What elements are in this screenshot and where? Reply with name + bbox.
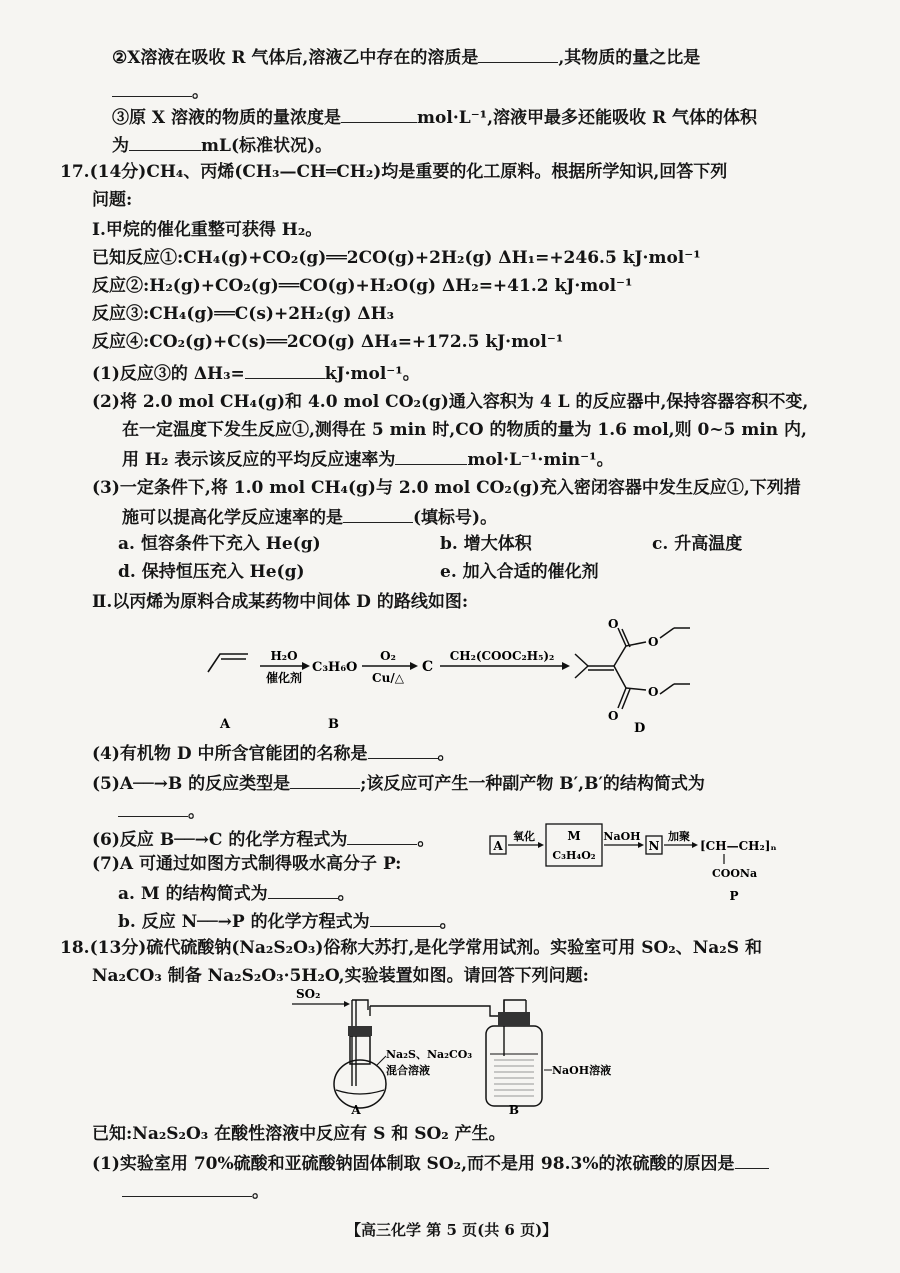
propene-structure: [208, 654, 248, 672]
answer-blank[interactable]: [735, 1150, 769, 1169]
q17-text: (1)反应③的 ΔH₃=: [92, 364, 245, 384]
q17-heading: 17.(14分)CH₄、丙烯(CH₃—CH═CH₂)均是重要的化工原料。根据所学知识,回答下列: [60, 162, 728, 182]
q17-text: 。: [417, 830, 435, 850]
answer-blank[interactable]: [268, 880, 338, 899]
q18-text: 。: [252, 1182, 269, 1202]
answer-blank[interactable]: [245, 360, 325, 379]
q17-heading-cont: 问题:: [92, 190, 133, 210]
sub-question-7a: [118, 880, 355, 906]
flask-liquid-surface: [336, 1090, 384, 1094]
q17-text: a. M 的结构简式为: [118, 884, 268, 904]
reaction-condition-2-bottom: Cu/△: [372, 671, 404, 685]
q17-text: (填标号)。: [413, 508, 498, 528]
q16-text: 。: [192, 82, 209, 102]
q17-text: (5)A──→B 的反应类型是: [92, 774, 291, 794]
part-two-title: Ⅱ.以丙烯为原料合成某药物中间体 D 的路线如图:: [92, 592, 469, 612]
flask-contents-label-2: 混合溶液: [386, 1064, 430, 1077]
box-n-label: N: [648, 839, 660, 853]
scheme2-condition-3: 加聚: [668, 830, 690, 843]
sub-question-6: [92, 826, 434, 852]
q18-text: (1)实验室用 70%硫酸和亚硫酸钠固体制取 SO₂,而不是用 98.3%的浓硫酸的原因是: [92, 1154, 735, 1174]
q18-sub-question-1b: [122, 1178, 269, 1204]
sub-question-2c: [122, 446, 614, 472]
box-m-label: M: [567, 829, 581, 843]
flask-contents-label: Na₂S、Na₂CO₃: [386, 1048, 473, 1061]
reaction-3: 反应③:CH₄(g)══C(s)+2H₂(g) ΔH₃: [92, 304, 395, 324]
bottle-liquid-hatching: [494, 1060, 534, 1096]
answer-blank[interactable]: [343, 504, 413, 523]
compound-d-structure: [575, 628, 690, 709]
label-b: B: [328, 717, 339, 732]
synthesis-scheme: [190, 610, 710, 738]
q16-text: ②X溶液在吸收 R 气体后,溶液乙中存在的溶质是: [112, 48, 479, 68]
answer-blank[interactable]: [370, 908, 440, 927]
answer-blank[interactable]: [395, 446, 467, 465]
q17-text: ;该反应可产生一种副产物 B′,B′的结构简式为: [360, 774, 705, 794]
apparatus-label-a: A: [351, 1103, 361, 1116]
arrowhead-icon: [692, 842, 698, 848]
so2-inlet-label: SO₂: [296, 987, 321, 1001]
q17-text: 。: [437, 744, 455, 764]
q17-text: (6)反应 B──→C 的化学方程式为: [92, 830, 348, 850]
answer-blank[interactable]: [368, 740, 438, 759]
reaction-condition-1-top: H₂O: [270, 649, 298, 663]
label-p: P: [729, 889, 739, 903]
answer-blank[interactable]: [122, 1178, 252, 1197]
q17-text: kJ·mol⁻¹。: [324, 364, 420, 384]
oxygen-atom-label: O: [648, 635, 659, 649]
bottle-stopper: [498, 1012, 530, 1026]
sub-question-4: [92, 740, 455, 766]
q16-text: ,其物质的量之比是: [558, 48, 701, 68]
q17-text: mol·L⁻¹·min⁻¹。: [467, 450, 614, 470]
q17-text: (4)有机物 D 中所含官能团的名称是: [92, 744, 368, 764]
reaction-condition-1-bottom: 催化剂: [265, 671, 303, 685]
bottle-contents-label: NaOH溶液: [552, 1064, 612, 1077]
scheme2-condition-1: 氧化: [513, 830, 535, 843]
oxygen-atom-label: O: [648, 685, 659, 699]
q17-text: 。: [439, 912, 457, 932]
sub-question-7: (7)A 可通过如图方式制得吸水高分子 P:: [92, 854, 402, 874]
arrowhead-icon: [562, 662, 570, 670]
option-b: b. 增大体积: [440, 534, 532, 554]
compound-c-label: C: [422, 659, 434, 675]
reaction-2: 反应②:H₂(g)+CO₂(g)══CO(g)+H₂O(g) ΔH₂=+41.2 kJ·mol⁻¹: [92, 276, 633, 296]
reaction-condition-2-top: O₂: [380, 649, 396, 663]
q18-sub-question-1: [92, 1150, 769, 1176]
part-one-title: Ⅰ.甲烷的催化重整可获得 H₂。: [92, 220, 323, 240]
sub-question-2a: (2)将 2.0 mol CH₄(g)和 4.0 mol CO₂(g)通入容积为 4 L 的反应器中,保持容器容积不变,: [92, 392, 809, 412]
answer-blank[interactable]: [341, 104, 417, 123]
q18-heading: 18.(13分)硫代硫酸钠(Na₂S₂O₃)俗称大苏打,是化学常用试剂。实验室可用 SO₂、Na₂S 和: [60, 938, 762, 958]
sub-question-5: [92, 770, 705, 796]
q16-text: 为: [112, 136, 129, 156]
q16-line-3c: [112, 132, 332, 158]
flask-stopper: [348, 1026, 372, 1036]
answer-blank[interactable]: [118, 798, 188, 817]
sub-question-5c: [118, 798, 205, 824]
option-c: c. 升高温度: [652, 534, 743, 554]
arrowhead-icon: [344, 1001, 350, 1007]
page-footer: 【高三化学 第 5 页(共 6 页)】: [346, 1221, 558, 1239]
q17-text: 。: [188, 802, 205, 822]
round-bottom-flask: [334, 1060, 386, 1108]
box-m-formula: C₃H₄O₂: [552, 849, 596, 862]
polymer-p-chain: [CH—CH₂]ₙ: [700, 839, 777, 853]
label-a: A: [220, 717, 231, 732]
sub-question-1: [92, 360, 420, 386]
apparatus-label-b: B: [508, 1103, 520, 1116]
polymer-scheme: [486, 822, 846, 912]
q17-text: b. 反应 N──→P 的化学方程式为: [118, 912, 370, 932]
answer-blank[interactable]: [290, 770, 360, 789]
label-pointer: [376, 1056, 386, 1066]
answer-blank[interactable]: [347, 826, 417, 845]
apparatus-diagram: [290, 986, 650, 1116]
label-d: D: [634, 721, 646, 736]
reaction-1: 已知反应①:CH₄(g)+CO₂(g)══2CO(g)+2H₂(g) ΔH₁=+246.5 kJ·mol⁻¹: [92, 248, 701, 268]
reaction-condition-3-top: CH₂(COOC₂H₅)₂: [449, 649, 555, 663]
q16-text: mol·L⁻¹,溶液甲最多还能吸收 R 气体的体积: [417, 108, 757, 128]
q17-text: 。: [337, 884, 355, 904]
q16-line-2c: [112, 78, 209, 104]
q16-line-3: [112, 104, 757, 130]
q17-text: 施可以提高化学反应速率的是: [122, 508, 343, 528]
q17-text: 用 H₂ 表示该反应的平均反应速率为: [122, 450, 396, 470]
q16-text: mL(标准状况)。: [201, 136, 333, 156]
arrowhead-icon: [410, 662, 418, 670]
box-a-label: A: [493, 839, 503, 853]
option-d: d. 保持恒压充入 He(g): [118, 562, 305, 582]
answer-blank[interactable]: [112, 78, 192, 97]
arrowhead-icon: [302, 662, 310, 670]
polymer-p-side-group: COONa: [712, 867, 758, 880]
option-a: a. 恒容条件下充入 He(g): [118, 534, 321, 554]
q16-line-2: [112, 44, 700, 70]
arrowhead-icon: [538, 842, 544, 848]
reaction-4: 反应④:CO₂(g)+C(s)══2CO(g) ΔH₄=+172.5 kJ·mol⁻¹: [92, 332, 564, 352]
oxygen-atom-label: O: [608, 709, 619, 723]
known-info: 已知:Na₂S₂O₃ 在酸性溶液中反应有 S 和 SO₂ 产生。: [92, 1124, 506, 1144]
oxygen-atom-label: O: [608, 617, 619, 631]
answer-blank[interactable]: [478, 44, 558, 63]
q16-text: ③原 X 溶液的物质的量浓度是: [112, 108, 342, 128]
compound-b-formula: C₃H₆O: [312, 660, 358, 675]
sub-question-3a: (3)一定条件下,将 1.0 mol CH₄(g)与 2.0 mol CO₂(g)充入密闭容器中发生反应①,下列措: [92, 478, 801, 498]
sub-question-2b: 在一定温度下发生反应①,测得在 5 min 时,CO 的物质的量为 1.6 mol,则 0~5 min 内,: [122, 420, 807, 440]
sub-question-7b: [118, 908, 457, 934]
q18-heading-cont: Na₂CO₃ 制备 Na₂S₂O₃·5H₂O,实验装置如图。请回答下列问题:: [92, 966, 589, 986]
option-e: e. 加入合适的催化剂: [440, 562, 599, 582]
sub-question-3b: [122, 504, 497, 530]
scheme2-condition-2: NaOH: [603, 830, 641, 843]
answer-blank[interactable]: [129, 132, 201, 151]
